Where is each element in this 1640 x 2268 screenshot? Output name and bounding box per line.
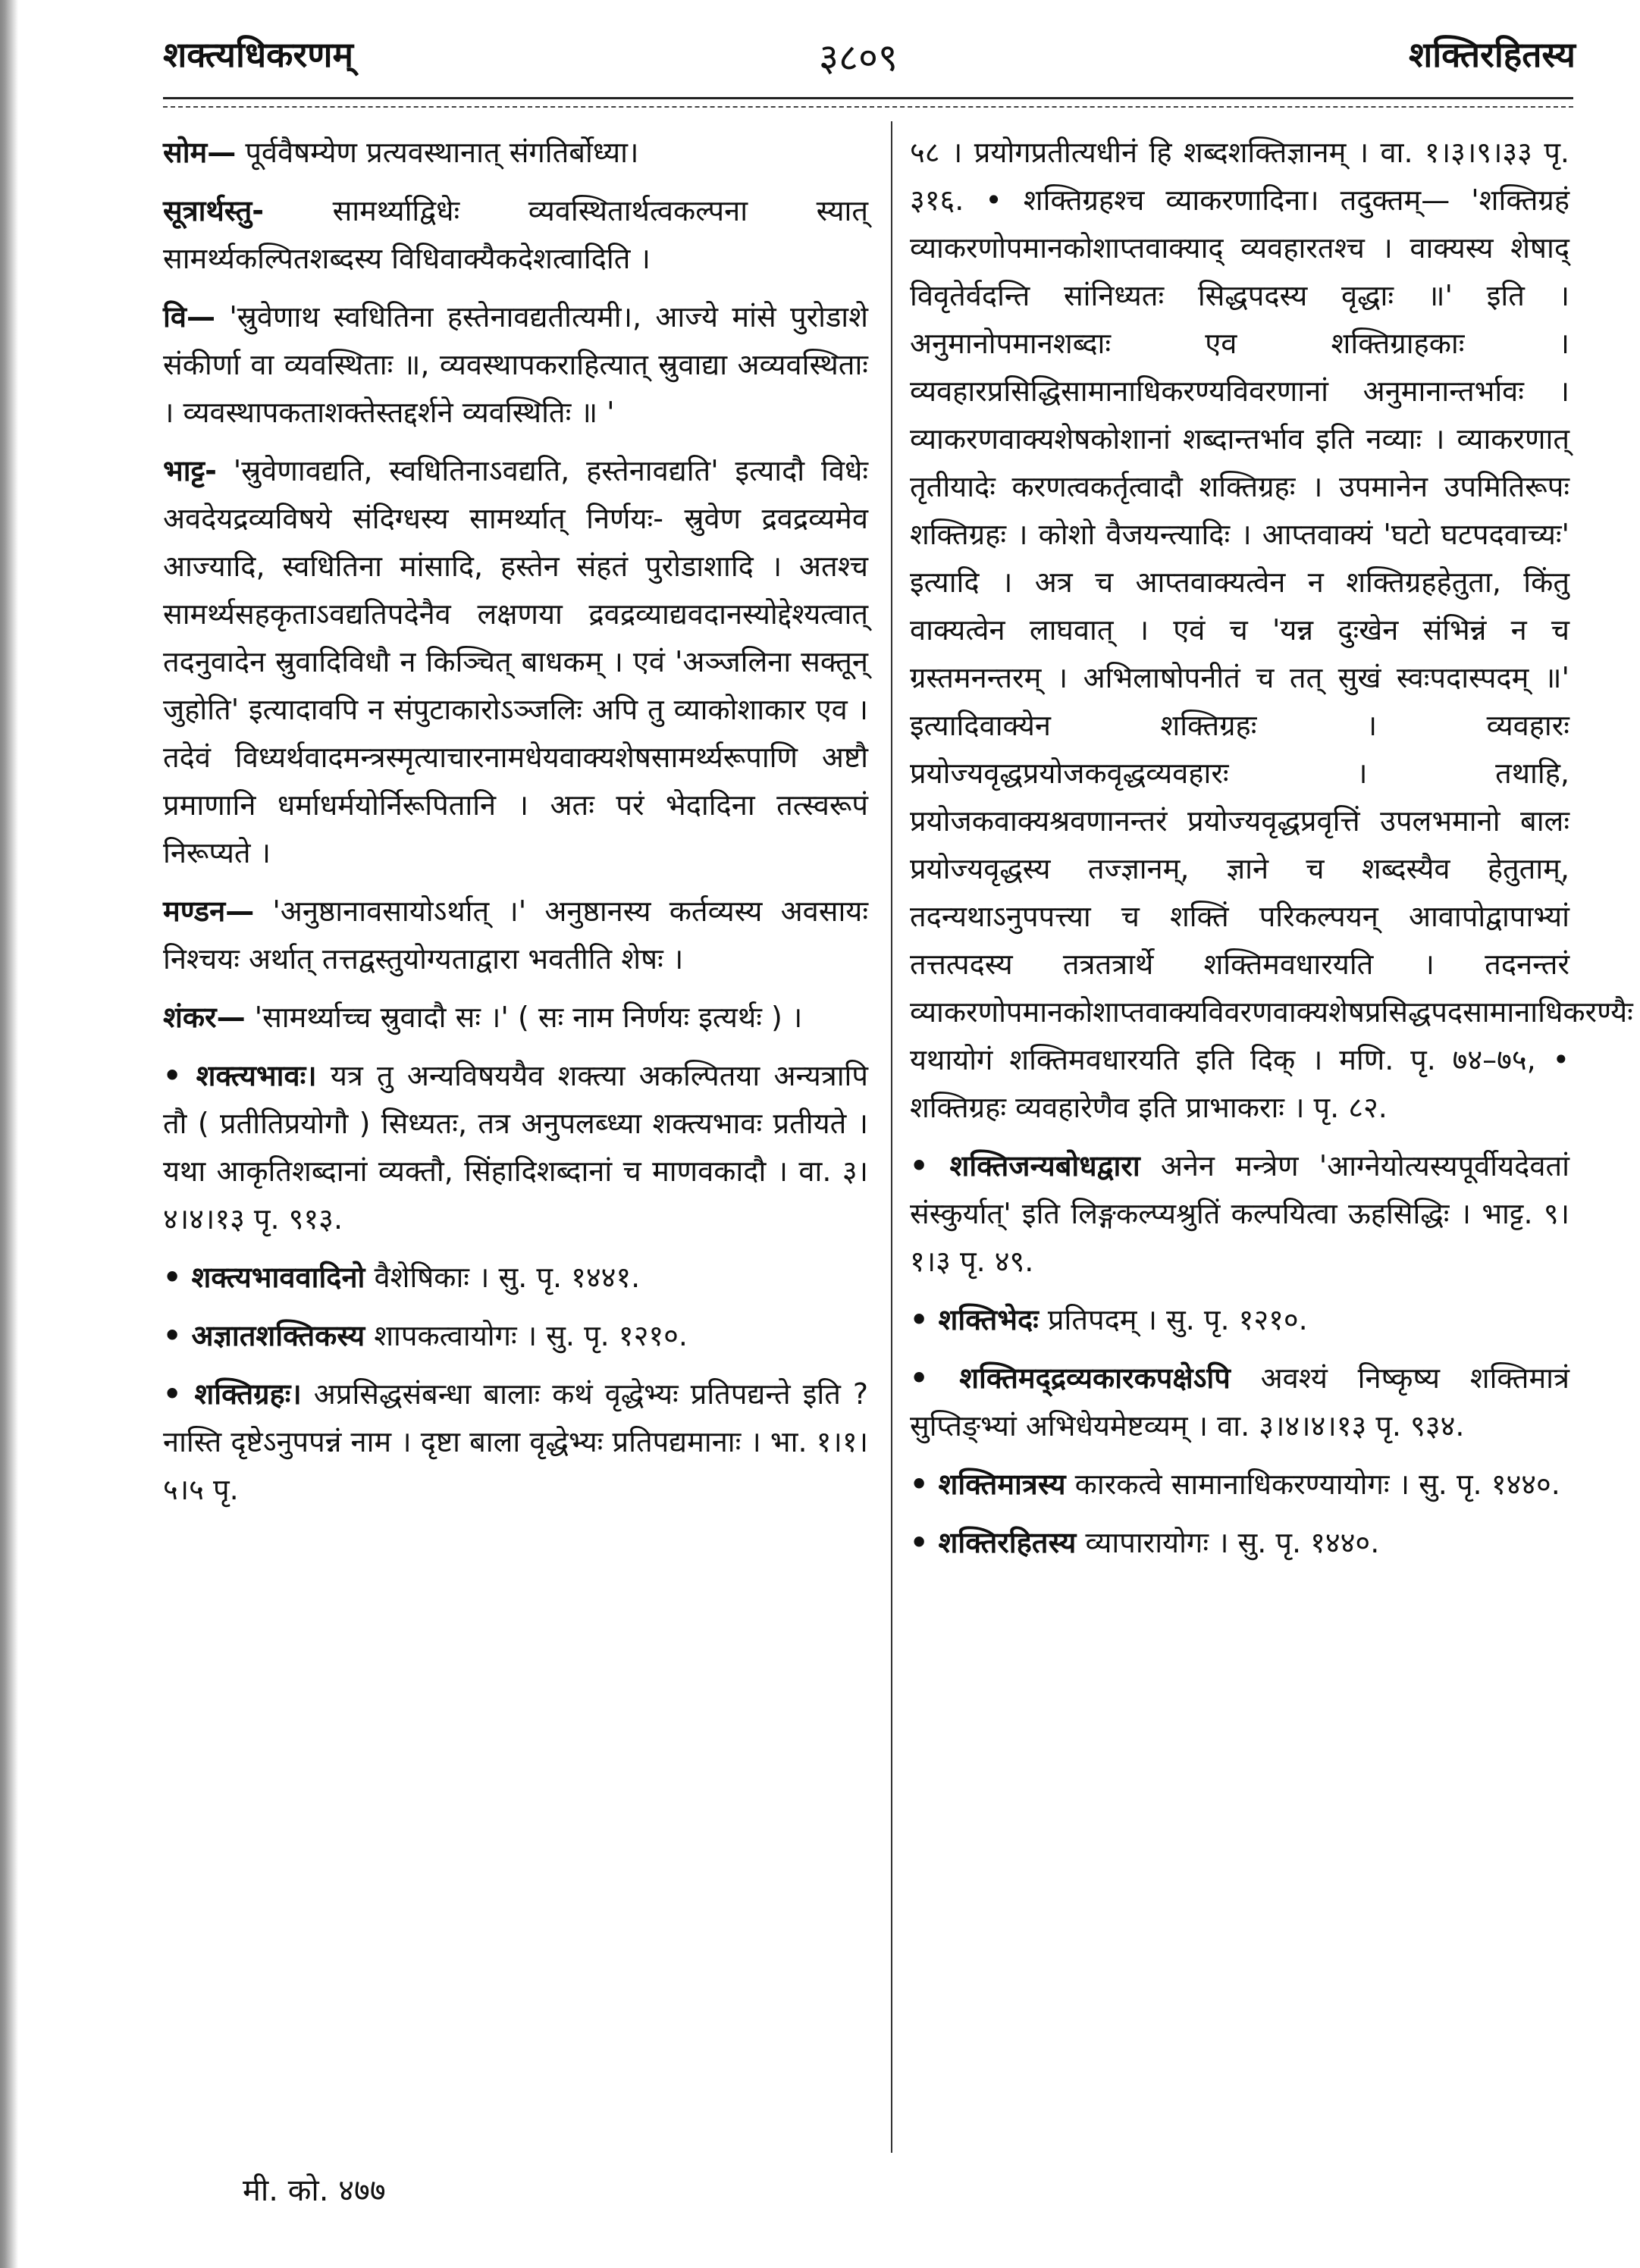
left-column xyxy=(163,129,868,1524)
entry-text: सामर्थ्याद्विधेः व्यवस्थितार्थत्वकल्पना स्यात् सामर्थ्यकल्पितशब्दस्य विधिवाक्यैकदेशत्वादिति । xyxy=(163,194,868,275)
entry-keyword: मण्डन— xyxy=(163,894,255,928)
entry-paragraph xyxy=(163,293,868,437)
entry-keyword: • शक्तिमात्रस्य xyxy=(910,1468,1066,1501)
entry-text: 'अनुष्ठानावसायोऽर्थात् ।' अनुष्ठानस्य कर्तव्यस्य अवसायः निश्चयः अर्थात् तत्तद्वस्तुयोग्यताद्वारा भवतीति शेषः । xyxy=(163,894,868,976)
entry-text: अनेन मन्त्रेण 'आग्नेयोत्यस्यपूर्वीयदेवतां संस्कुर्यात्' इति लिङ्गकल्प्यश्रुतिं कल्पयित्वा ऊहसिद्धिः । भाट्ट. ९।१।३ पृ. ४९. xyxy=(910,1149,1569,1278)
entry-paragraph xyxy=(163,187,868,283)
entry-keyword: • अज्ञातशक्तिकस्य xyxy=(163,1319,365,1352)
entry-text: वैशेषिकाः । सु. पृ. १४४१. xyxy=(365,1261,641,1294)
entry-text: कारकत्वे सामानाधिकरण्यायोगः । सु. पृ. १४४०. xyxy=(1065,1468,1560,1501)
entry-paragraph xyxy=(163,129,868,177)
entry-keyword: • शक्तिग्रहः। xyxy=(163,1377,302,1411)
entry-paragraph xyxy=(163,1371,868,1514)
entry-keyword: • शक्तिरहितस्य xyxy=(910,1526,1077,1559)
right-column xyxy=(910,129,1633,1577)
entry-text: व्यापारायोगः । सु. पृ. १४४०. xyxy=(1076,1526,1380,1559)
entry-keyword: शंकर— xyxy=(163,1001,246,1034)
entry-paragraph xyxy=(910,1355,1569,1450)
entry-paragraph xyxy=(163,1052,868,1243)
signature-footer: मी. को. ४७७ xyxy=(243,2173,386,2208)
entry-paragraph xyxy=(163,1312,868,1360)
entry-paragraph xyxy=(910,1461,1569,1508)
entry-keyword: • शक्तिभेदः xyxy=(910,1303,1039,1336)
entry-keyword: • शक्तिमद्द्रव्यकारकपक्षेऽपि xyxy=(910,1361,1231,1395)
running-head-right: शक्तिरहितस्य xyxy=(1408,34,1576,75)
running-head-left: शक्त्यधिकरणम् xyxy=(163,34,354,75)
binding-edge xyxy=(0,0,20,2268)
entry-text: ५८ । प्रयोगप्रतीत्यधीनं हि शब्दशक्तिज्ञानम् । वा. १।३।९।३३ पृ. ३१६. • शक्तिग्रहश्च व्याकरणादिना। तदुक्तम्— 'शक्तिग्रहं व्याकरणोपमानकोशाप्तवाक्याद् व्यवहारतश्च । वाक्यस्य शेषाद् विवृतेर्वदन्ति सांनिध्यतः सिद्धपदस्य वृद्धाः ॥' इति । अनुमानोपमानशब्दाः एव शक्तिग्राहकाः । व्यवहारप्रसिद्धिसामानाधिकरण्यविवरणानां अनुमानान्तर्भावः । व्याकरणवाक्यशेषकोशानां शब्दान्तर्भाव इति नव्याः । व्याकरणात् तृतीयादेः करणत्वकर्तृत्वादौ शक्तिग्रहः । उपमानेन उपमितिरूपः शक्तिग्रहः । कोशो वैजयन्त्यादिः । आप्तवाक्यं 'घटो घटपदवाच्यः' इत्यादि । अत्र च आप्तवाक्यत्वेन न शक्तिग्रहहेतुता, किंतु वाक्यत्वेन लाघवात् । एवं च 'यन्न दुःखेन संभिन्नं न च ग्रस्तमनन्तरम् । अभिलाषोपनीतं च तत् सुखं स्वःपदास्पदम् ॥' इत्यादिवाक्येन शक्तिग्रहः । व्यवहारः प्रयोज्यवृद्धप्रयोजकवृद्धव्यवहारः । तथाहि, प्रयोजकवाक्यश्रवणानन्तरं प्रयोज्यवृद्धप्रवृत्तिं उपलभमानो बालः प्रयोज्यवृद्धस्य तज्ज्ञानम्, ज्ञाने च शब्दस्यैव हेतुताम्, तदन्यथाऽनुपपत्त्या च शक्तिं परिकल्पयन् आवापोद्वापाभ्यां तत्तत्पदस्य तत्रतत्रार्थे शक्तिमवधारयति । तदनन्तरं व्याकरणोपमानकोशाप्तवाक्यविवरणवाक्यशेषप्रसिद्धपदसामानाधिकरण्यैः यथायोगं शक्तिमवधारयति इति दिक् । मणि. पृ. ७४–७५, • शक्तिग्रहः व्यवहारेणैव इति प्राभाकराः । पृ. ८२. xyxy=(910,136,1633,1124)
entry-paragraph xyxy=(163,1254,868,1302)
entry-keyword: • शक्त्यभाववादिनो xyxy=(163,1261,365,1294)
entry-text: 'स्रुवेणाथ स्वधितिना हस्तेनावद्यतीत्यमी।, आज्ये मांसे पुरोडाशे संकीर्णा वा व्यवस्थिताः ॥, व्यवस्थापकराहित्यात् स्रुवाद्या अव्यवस्थिताः । व्यवस्थापकताशक्तेस्तद्दर्शने व्यवस्थितिः ॥ ' xyxy=(163,300,868,429)
column-divider xyxy=(891,121,892,2153)
entry-text: अप्रसिद्धसंबन्धा बालाः कथं वृद्धेभ्यः प्रतिपद्यन्ते इति ? नास्ति दृष्टेऽनुपपन्नं नाम । दृष्टा बाला वृद्धेभ्यः प्रतिपद्यमानाः । भा. १।१।५।५ पृ. xyxy=(163,1377,868,1506)
entry-text: प्रतिपदम् । सु. पृ. १२१०. xyxy=(1038,1303,1308,1336)
entry-keyword: वि— xyxy=(163,300,215,334)
entry-keyword: भाट्ट- xyxy=(163,454,217,487)
entry-paragraph xyxy=(910,129,1633,1132)
entry-paragraph xyxy=(163,888,868,983)
entry-keyword: • शक्तिजन्यबोधद्वारा xyxy=(910,1149,1140,1183)
header-dashed-rule xyxy=(163,106,1573,108)
entry-paragraph xyxy=(163,994,868,1042)
entry-keyword: • शक्त्यभावः। xyxy=(163,1059,317,1092)
entry-keyword: सूत्रार्थस्तु- xyxy=(163,194,265,227)
entry-paragraph xyxy=(910,1142,1569,1286)
header-rule xyxy=(163,97,1573,99)
entry-paragraph xyxy=(910,1519,1569,1567)
entry-paragraph xyxy=(910,1296,1569,1344)
entry-text: यत्र तु अन्यविषययैव शक्त्या अकल्पितया अन्यत्रापि तौ ( प्रतीतिप्रयोगौ ) सिध्यतः, तत्र अनुपलब्ध्या शक्त्यभावः प्रतीयते । यथा आकृतिशब्दानां व्यक्तौ, सिंहादिशब्दानां च माणवकादौ । वा. ३।४।४।१३ पृ. ९१३. xyxy=(163,1059,868,1236)
entry-text: शापकत्वायोगः । सु. पृ. १२१०. xyxy=(365,1319,688,1352)
entry-text: अवश्यं निष्कृष्य शक्तिमात्रं सुप्तिङ्भ्यां अभिधेयमेष्टव्यम् । वा. ३।४।४।१३ पृ. ९३४. xyxy=(910,1361,1569,1443)
entry-text: 'स्रुवेणावद्यति, स्वधितिनाऽवद्यति, हस्तेनावद्यति' इत्यादौ विधेः अवदेयद्रव्यविषये संदिग्धस्य सामर्थ्यात् निर्णयः- स्रुवेण द्रवद्रव्यमेव आज्यादि, स्वधितिना मांसादि, हस्तेन संहतं पुरोडाशादि । अतश्च सामर्थ्यसहकृताऽवद्यतिपदेनैव लक्षणया द्रवद्रव्याद्यवदानस्योद्देश्यत्वात् तदनुवादेन स्रुवादिविधौ न किञ्चित् बाधकम् । एवं 'अञ्जलिना सक्तून् जुहोति' इत्यादावपि न संपुटाकारोऽञ्जलिः अपि तु व्याकोशाकार एव । तदेवं विध्यर्थवादमन्त्रस्मृत्याचारनामधेयवाक्यशेषसामर्थ्यरूपाणि अष्टौ प्रमाणानि धर्माधर्मयोर्निरूपितानि । अतः परं भेदादिना तत्स्वरूपं निरूप्यते । xyxy=(163,454,868,869)
entry-keyword: सोम— xyxy=(163,136,237,169)
entry-text: पूर्ववैषम्येण प्रत्यवस्थानात् संगतिर्बोध्या। xyxy=(236,136,639,169)
page-number: ३८०९ xyxy=(819,36,898,80)
entry-text: 'सामर्थ्याच्च स्रुवादौ सः ।' ( सः नाम निर्णयः इत्यर्थः ) । xyxy=(245,1001,803,1034)
entry-paragraph xyxy=(163,447,868,877)
